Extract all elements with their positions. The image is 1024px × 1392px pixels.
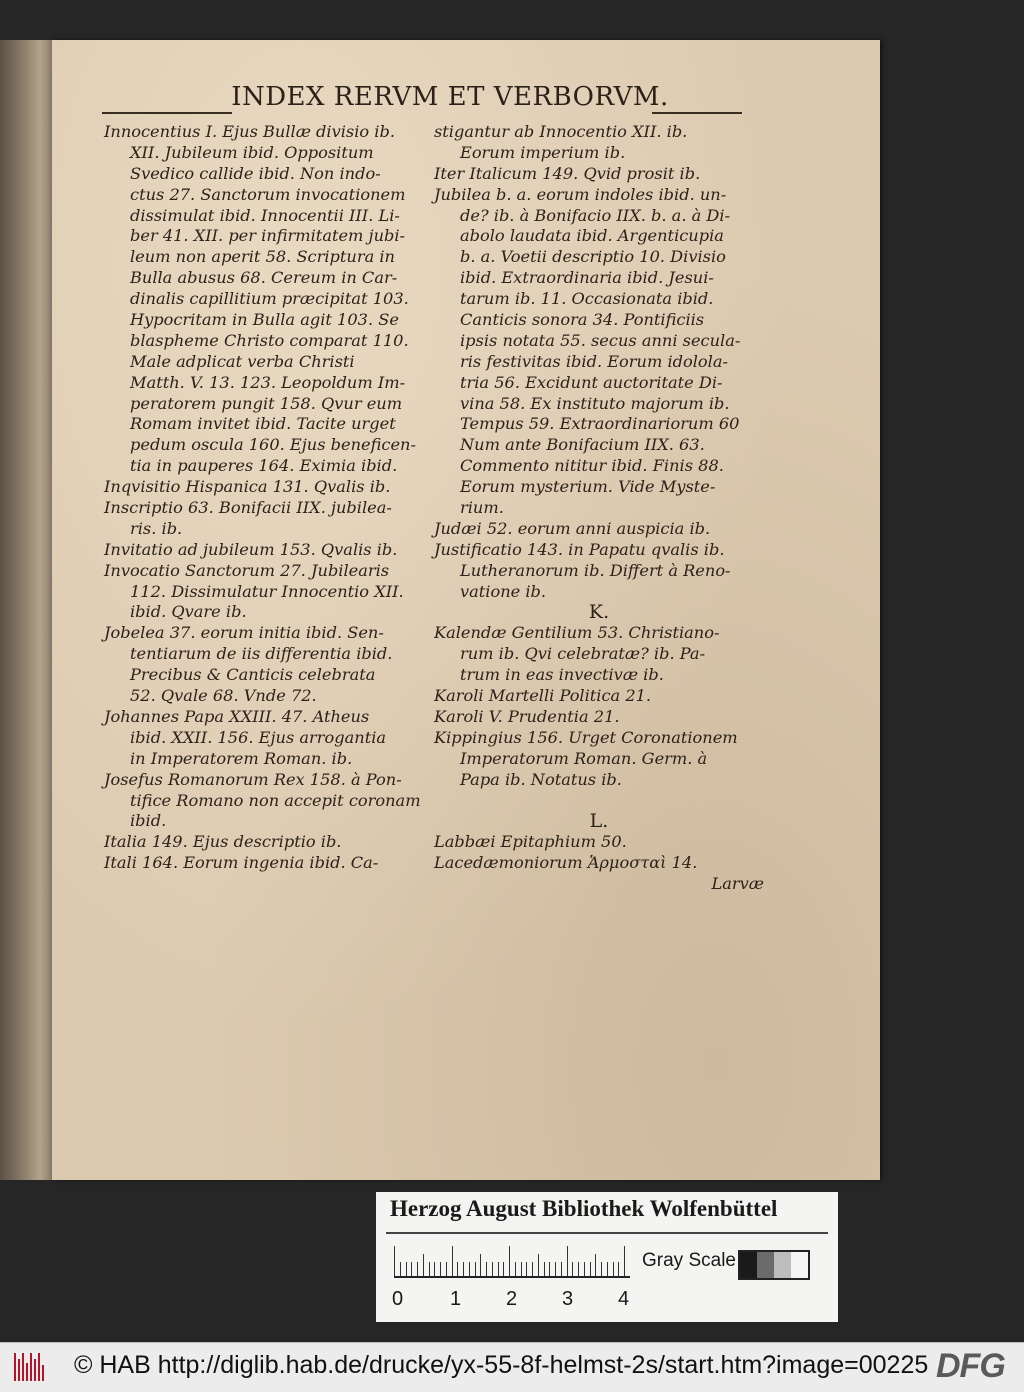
ruler-tick (469, 1262, 470, 1276)
ruler-tick (595, 1254, 596, 1276)
index-line: Eorum imperium ib. (460, 142, 626, 162)
ruler-tick (417, 1262, 418, 1276)
index-line: Romam invitet ibid. Tacite urget (130, 414, 396, 434)
source-link[interactable]: © HAB http://diglib.hab.de/drucke/yx-55-8f-helmst-2s/start.htm?image=00225 (74, 1351, 929, 1379)
index-entry (434, 122, 764, 164)
section-letter-k: K. (588, 601, 610, 624)
ruler-tick (503, 1262, 504, 1276)
index-entry (434, 728, 764, 791)
ruler-number: 4 (618, 1288, 630, 1310)
index-line: tia in pauperes 164. Eximia ibid. (130, 456, 398, 476)
index-entry (434, 686, 764, 707)
ruler-number: 1 (450, 1288, 462, 1310)
ruler-tick (561, 1262, 562, 1276)
ruler-tick (406, 1262, 407, 1276)
ruler-tick (584, 1262, 585, 1276)
index-line: Commento nititur ibid. Finis 88. (460, 456, 724, 476)
ruler-tick (509, 1246, 510, 1276)
index-line: tarum ib. 11. Occasionata ibid. (460, 289, 714, 309)
ruler-tick (624, 1246, 625, 1276)
index-entry (434, 853, 764, 874)
index-entry (434, 519, 764, 540)
index-line: ris festivitas ibid. Eorum idolola- (460, 351, 728, 371)
ruler-tick (555, 1262, 556, 1276)
ruler-tick (394, 1246, 395, 1276)
index-line: tria 56. Excidunt auctoritate Di- (460, 372, 723, 392)
index-line: Matth. V. 13. 123. Leopoldum Im- (130, 372, 406, 392)
index-line: Iter Italicum 149. Qvid prosit ib. (434, 163, 701, 183)
index-column-left (104, 122, 421, 874)
index-line: Imperatorum Roman. Germ. à (460, 748, 708, 768)
index-line: de? ib. à Bonifacio IIX. b. a. à Di- (460, 205, 731, 225)
index-line: dinalis capillitium præcipitat 103. (130, 289, 409, 309)
index-entry (104, 769, 421, 833)
index-line: ibid. XXII. 156. Ejus arrogantia (130, 727, 387, 747)
index-line: ibid. Extraordinaria ibid. Jesui- (460, 268, 714, 288)
gray-scale-bar (738, 1250, 810, 1280)
hab-logo-icon (14, 1353, 46, 1381)
index-line: Justificatio 143. in Papatu qvalis ib. (434, 539, 725, 559)
index-line: 112. Dissimulatur Innocentio XII. (130, 581, 404, 601)
index-line: Jobelea 37. eorum initia ibid. Sen- (104, 623, 384, 643)
ruler-number: 0 (392, 1288, 404, 1310)
index-entry (434, 707, 764, 728)
index-line: ctus 27. Sanctorum invocationem (130, 184, 406, 204)
index-entry (104, 122, 414, 477)
index-line: Papa ib. Notatus ib. (460, 769, 622, 789)
ruler-tick (549, 1262, 550, 1276)
gray-swatch (757, 1252, 774, 1278)
ruler-tick (446, 1262, 447, 1276)
ruler-tick (590, 1262, 591, 1276)
ruler-tick (457, 1262, 458, 1276)
ruler-tick (544, 1262, 545, 1276)
index-entry (434, 540, 764, 603)
index-line: Kalendæ Gentilium 53. Christiano- (434, 623, 720, 643)
index-line: Invocatio Sanctorum 27. Jubilearis (104, 560, 390, 580)
ruler-tick (440, 1262, 441, 1276)
ruler-tick (480, 1254, 481, 1276)
ruler-tick (498, 1262, 499, 1276)
index-entry (104, 540, 414, 561)
section-letter-l: L. (589, 810, 609, 833)
index-line: leum non aperit 58. Scriptura in (130, 247, 395, 267)
ruler-tick (572, 1262, 573, 1276)
footer-bar (0, 1342, 1024, 1392)
index-entry (104, 832, 414, 853)
index-line: vina 58. Ex instituto majorum ib. (460, 393, 730, 413)
ruler-tick (578, 1262, 579, 1276)
index-entry (434, 164, 764, 185)
ruler-tick (475, 1262, 476, 1276)
ruler-tick (463, 1262, 464, 1276)
ruler-tick (607, 1262, 608, 1276)
index-line: ipsis notata 55. secus anni secula- (460, 330, 741, 350)
dfg-logo: DFG (936, 1347, 1005, 1385)
index-line: XII. Jubileum ibid. Oppositum (130, 142, 374, 162)
index-line: peratorem pungit 158. Qvur eum (130, 393, 403, 413)
index-line: Invitatio ad jubileum 153. Qvalis ib. (104, 539, 398, 559)
ruler-tick (429, 1262, 430, 1276)
index-line: Italia 149. Ejus descriptio ib. (104, 832, 342, 852)
index-line: rium. (460, 498, 504, 518)
ruler-tick (601, 1262, 602, 1276)
index-line: Kippingius 156. Urget Coronationem (434, 727, 738, 747)
ruler-tick (400, 1262, 401, 1276)
ruler-tick (452, 1246, 453, 1276)
index-line: Inscriptio 63. Bonifacii IIX. jubilea- (104, 498, 392, 518)
index-line: Canticis sonora 34. Pontificiis (460, 310, 705, 330)
index-line: tentiarum de iis differentia ibid. (130, 644, 393, 664)
index-line: Num ante Bonifacium IIX. 63. (460, 435, 705, 455)
ruler-tick (613, 1262, 614, 1276)
index-line: Labbæi Epitaphium 50. (434, 832, 627, 852)
color-scale-card (376, 1192, 838, 1322)
ruler-tick (434, 1262, 435, 1276)
index-line: 52. Qvale 68. Vnde 72. (130, 686, 317, 706)
index-column-right (434, 122, 764, 895)
index-entry (104, 498, 414, 540)
index-line: Bulla abusus 68. Cereum in Car- (130, 268, 398, 288)
index-line: Johannes Papa XXIII. 47. Atheus (104, 706, 370, 726)
index-line: abolo laudata ibid. Argenticupia (460, 226, 724, 246)
catchword: Larvæ (711, 874, 764, 894)
index-line: pedum oscula 160. Ejus beneficen- (130, 435, 416, 455)
index-line: trum in eas invectivæ ib. (460, 665, 664, 685)
index-line: dissimulat ibid. Innocentii III. Li- (130, 205, 400, 225)
index-line: blaspheme Christo comparat 110. (130, 330, 409, 350)
index-entry (104, 853, 414, 874)
ruler-tick (538, 1254, 539, 1276)
index-line: ris. ib. (130, 518, 183, 538)
index-line: b. a. Voetii descriptio 10. Divisio (460, 247, 726, 267)
ruler-tick (411, 1262, 412, 1276)
library-name: Herzog August Bibliothek Wolfenbüttel (390, 1196, 778, 1221)
ruler-tick (521, 1262, 522, 1276)
ruler-tick (515, 1262, 516, 1276)
spine-shadow (40, 40, 52, 1180)
ruler-tick (526, 1262, 527, 1276)
gray-swatch (774, 1252, 791, 1278)
index-entry (434, 832, 764, 853)
index-line: Svedico callide ibid. Non indo- (130, 163, 381, 183)
ruler-tick (532, 1262, 533, 1276)
index-line: Precibus & Canticis celebrata (130, 665, 376, 685)
page-title: INDEX RERVM ET VERBORVM. (231, 82, 669, 112)
index-line: Innocentius I. Ejus Bullæ divisio ib. (104, 122, 395, 141)
index-line: ibid. (130, 811, 167, 831)
index-line: Male adplicat verba Christi (130, 351, 355, 371)
index-line: Josefus Romanorum Rex 158. à Pon- (104, 769, 402, 789)
ruler-number: 2 (506, 1288, 518, 1310)
index-line: Karoli V. Prudentia 21. (434, 706, 620, 726)
index-line: Tempus 59. Extraordinariorum 60 (460, 414, 740, 434)
index-line: Lutheranorum ib. Differt à Reno- (460, 560, 731, 580)
ruler-tick (618, 1262, 619, 1276)
index-line: Lacedæmoniorum Ἁρμοσταὶ 14. (434, 853, 698, 873)
header-rule-left (102, 112, 232, 114)
index-line: rum ib. Qvi celebratæ? ib. Pa- (460, 644, 706, 664)
card-divider (386, 1232, 828, 1234)
index-line: Karoli Martelli Politica 21. (434, 686, 652, 706)
ruler-number: 3 (562, 1288, 574, 1310)
index-line: ber 41. XII. per infirmitatem jubi- (130, 226, 405, 246)
index-line: in Imperatorem Roman. ib. (130, 748, 353, 768)
ruler-tick (567, 1246, 568, 1276)
index-entry (104, 561, 414, 624)
index-entry (434, 185, 764, 519)
book-page (52, 40, 880, 1180)
index-line: Itali 164. Eorum ingenia ibid. Ca- (104, 853, 379, 873)
index-line: vatione ib. (460, 581, 547, 601)
gray-scale-label: Gray Scale (642, 1250, 736, 1271)
index-entry (104, 477, 414, 498)
index-line: ibid. Qvare ib. (130, 602, 247, 622)
index-line: tifice Romano non accepit coronam (130, 790, 421, 810)
ruler-scale (394, 1248, 630, 1278)
index-entry (104, 623, 414, 707)
header-rule-right (652, 112, 742, 114)
index-line: stigantur ab Innocentio XII. ib. (434, 122, 688, 141)
index-entry (104, 707, 414, 770)
index-entry (434, 623, 764, 686)
ruler-tick (492, 1262, 493, 1276)
ruler-tick (486, 1262, 487, 1276)
index-line: Jubilea b. a. eorum indoles ibid. un- (434, 184, 727, 204)
spacer (434, 791, 764, 812)
ruler-tick (423, 1254, 424, 1276)
index-line: Hypocritam in Bulla agit 103. Se (130, 310, 399, 330)
gray-swatch (791, 1252, 808, 1278)
index-line: Judæi 52. eorum anni auspicia ib. (434, 518, 711, 538)
index-line: Inqvisitio Hispanica 131. Qvalis ib. (104, 477, 391, 497)
gray-swatch (740, 1252, 757, 1278)
index-line: Eorum mysterium. Vide Myste- (460, 477, 716, 497)
